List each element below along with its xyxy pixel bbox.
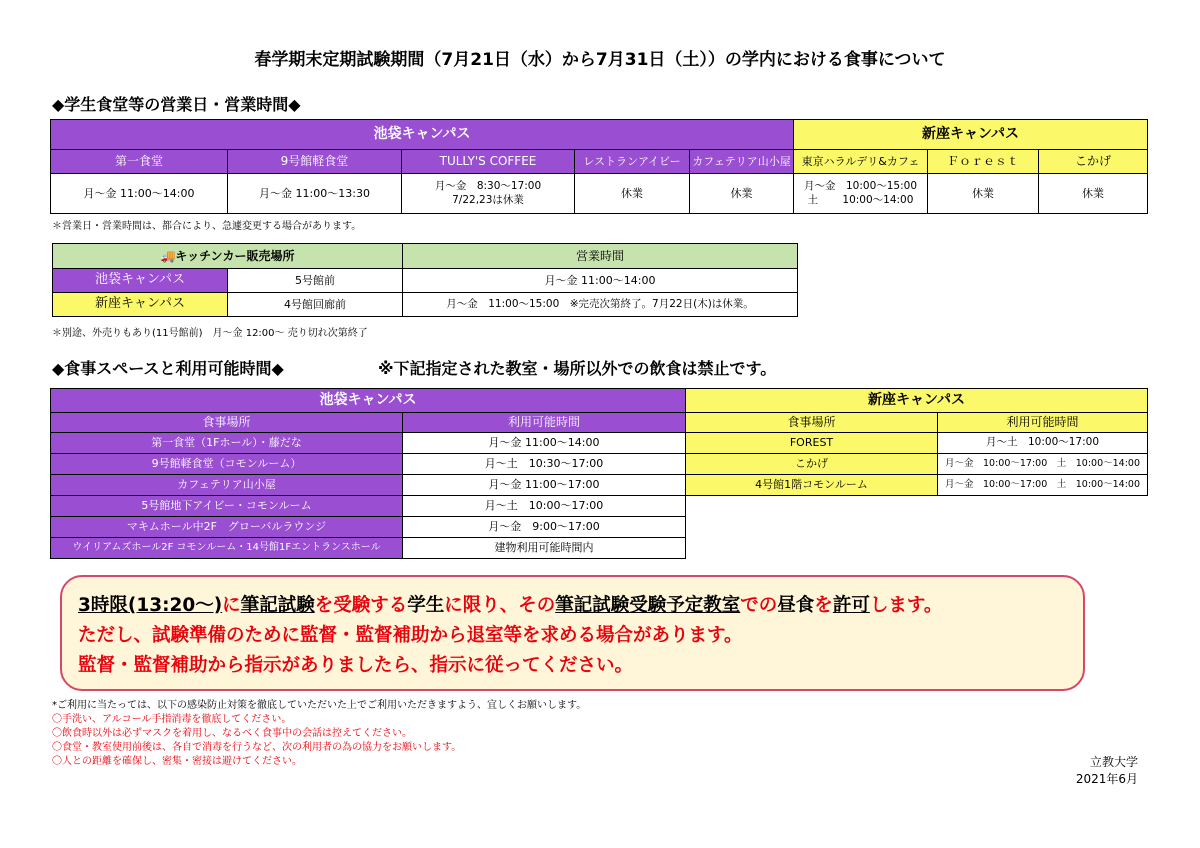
- precaution-item: 〇手洗い、アルコール手指消毒を徹底してください。: [52, 714, 292, 725]
- space-place: 第一食堂（1Fホール）・藤だな: [51, 433, 403, 454]
- space-hours: 月～金 9:00～17:00: [403, 517, 686, 538]
- venue-header: 9号館軽食堂: [228, 150, 402, 174]
- footer: [1076, 754, 1138, 788]
- venue-header: TULLY'S COFFEE: [402, 150, 575, 174]
- space-hours: 月～金 11:00～17:00: [403, 475, 686, 496]
- kitchen-car-campus: 池袋キャンパス: [53, 269, 228, 293]
- precaution-item: 〇人との距離を確保し、密集・密接は避けてください。: [52, 756, 302, 767]
- hours-line: 月～金 10:00～15:00: [803, 180, 918, 193]
- space-hours: 月～金 11:00～14:00: [403, 433, 686, 454]
- space-hours: 建物利用可能時間内: [403, 538, 686, 559]
- kitchen-car-hours: 月～金 11:00～14:00: [403, 269, 798, 293]
- kitchen-car-hours: 月～金 11:00～15:00 ※完売次第終了。7月22日(木)は休業。: [403, 293, 798, 317]
- callout-line-3: 監督・監督補助から指示がありましたら、指示に従ってください。: [78, 655, 634, 676]
- venue-header: 東京ハラルデリ&カフェ: [794, 150, 928, 174]
- kitchen-car-place-header: 🚚キッチンカー販売場所: [53, 244, 403, 269]
- venue-header: Ｆｏｒｅｓｔ: [928, 150, 1039, 174]
- hours-cell: [794, 174, 928, 214]
- hours-column-header: 利用可能時間: [403, 413, 686, 433]
- callout-text: に限り、その: [444, 595, 556, 616]
- callout-text: を: [814, 595, 833, 616]
- issue-date: 2021年6月: [1075, 772, 1138, 786]
- org-name: 立教大学: [1089, 755, 1138, 769]
- kitchen-car-place: 4号館回廊前: [228, 293, 403, 317]
- hours-line: 月～金 8:30～17:00: [434, 180, 542, 193]
- callout-students: 学生: [407, 595, 445, 616]
- space-hours: 月～金 10:00～17:00 土 10:00～14:00: [938, 475, 1148, 496]
- empty-area: [686, 496, 1148, 559]
- lunch-permission-callout: [60, 575, 1085, 691]
- venue-header: カフェテリア山小屋: [690, 150, 794, 174]
- space-place: 5号館地下アイビー・コモンルーム: [51, 496, 403, 517]
- kitchen-car-place: 5号館前: [228, 269, 403, 293]
- hours-line: 土 10:00～14:00: [807, 193, 914, 206]
- callout-text: します。: [869, 595, 943, 616]
- hours-cell: 月～金 11:00～14:00: [51, 174, 228, 214]
- callout-text: での: [740, 595, 778, 616]
- ikebukuro-campus-header: 池袋キャンパス: [51, 389, 686, 413]
- callout-permit: 許可: [832, 595, 870, 616]
- niiza-campus-header: 新座キャンパス: [794, 120, 1148, 150]
- precautions-intro: *ご利用に当たっては、以下の感染防止対策を徹底していただいた上でご利用いただきますよう、宜しくお願いします。: [52, 700, 587, 711]
- precaution-item: 〇食堂・教室使用前後は、各自で消毒を行うなど、次の利用者の為の協力をお願いします。: [52, 742, 462, 753]
- space-hours: 月～土 10:00～17:00: [403, 496, 686, 517]
- callout-text: に: [222, 595, 241, 616]
- space-hours: 月～土 10:00～17:00: [938, 433, 1148, 454]
- space-place: こかげ: [686, 454, 938, 475]
- space-table: [50, 388, 1148, 559]
- hours-cell: 月～金 11:00～13:30: [228, 174, 402, 214]
- space-hours: 月～金 10:00～17:00 土 10:00～14:00: [938, 454, 1148, 475]
- kitchen-car-note: ＊別途、外売りもあり(11号館前) 月～金 12:00～ 売り切れ次第終了: [52, 328, 368, 339]
- precautions: [52, 699, 586, 769]
- venue-header: 第一食堂: [51, 150, 228, 174]
- niiza-campus-header: 新座キャンパス: [686, 389, 1148, 413]
- hours-note: ＊営業日・営業時間は、都合により、急遽変更する場合があります。: [52, 221, 362, 232]
- page-title: 春学期末定期試験期間（7月21日（水）から7月31日（土））の学内における食事について: [254, 50, 946, 70]
- hours-cell: 休業: [1039, 174, 1148, 214]
- callout-room: 筆記試験受験予定教室: [555, 595, 741, 616]
- section-heading-hours: ◆学生食堂等の営業日・営業時間◆: [52, 95, 301, 114]
- venue-header: こかげ: [1039, 150, 1148, 174]
- venue-header: レストランアイビー: [575, 150, 690, 174]
- hours-cell: 休業: [575, 174, 690, 214]
- section-heading-space: ◆食事スペースと利用可能時間◆: [52, 359, 284, 378]
- hours-table: [50, 119, 1148, 214]
- hours-cell: 休業: [928, 174, 1039, 214]
- callout-line-1: [78, 591, 1083, 621]
- precaution-item: 〇飲食時以外は必ずマスクを着用し、なるべく食事中の会話は控えてください。: [52, 728, 412, 739]
- callout-lunch: 昼食: [777, 595, 815, 616]
- space-place: ウイリアムズホール2F コモンルーム・14号館1Fエントランスホール: [51, 538, 403, 559]
- hours-cell: [402, 174, 575, 214]
- kitchen-car-hours-header: 営業時間: [403, 244, 798, 269]
- space-hours: 月～土 10:30～17:00: [403, 454, 686, 475]
- hours-column-header: 利用可能時間: [938, 413, 1148, 433]
- place-column-header: 食事場所: [51, 413, 403, 433]
- callout-period: 3時限(13:20～): [78, 595, 223, 616]
- kitchen-car-campus: 新座キャンパス: [53, 293, 228, 317]
- hours-line: 7/22,23は休業: [452, 193, 524, 206]
- space-place: マキムホール中2F グローバルラウンジ: [51, 517, 403, 538]
- callout-exam: 筆記試験: [240, 595, 315, 616]
- callout-text: を受験する: [314, 595, 408, 616]
- space-place: カフェテリア山小屋: [51, 475, 403, 496]
- hours-cell: 休業: [690, 174, 794, 214]
- kitchen-car-table: [52, 243, 798, 317]
- space-place: 4号館1階コモンルーム: [686, 475, 938, 496]
- callout-line-2: ただし、試験準備のために監督・監督補助から退室等を求める場合があります。: [78, 625, 743, 646]
- space-place: FOREST: [686, 433, 938, 454]
- ikebukuro-campus-header: 池袋キャンパス: [51, 120, 794, 150]
- space-place: 9号館軽食堂（コモンルーム）: [51, 454, 403, 475]
- place-column-header: 食事場所: [686, 413, 938, 433]
- section-warning: ※下記指定された教室・場所以外での飲食は禁止です。: [378, 359, 777, 378]
